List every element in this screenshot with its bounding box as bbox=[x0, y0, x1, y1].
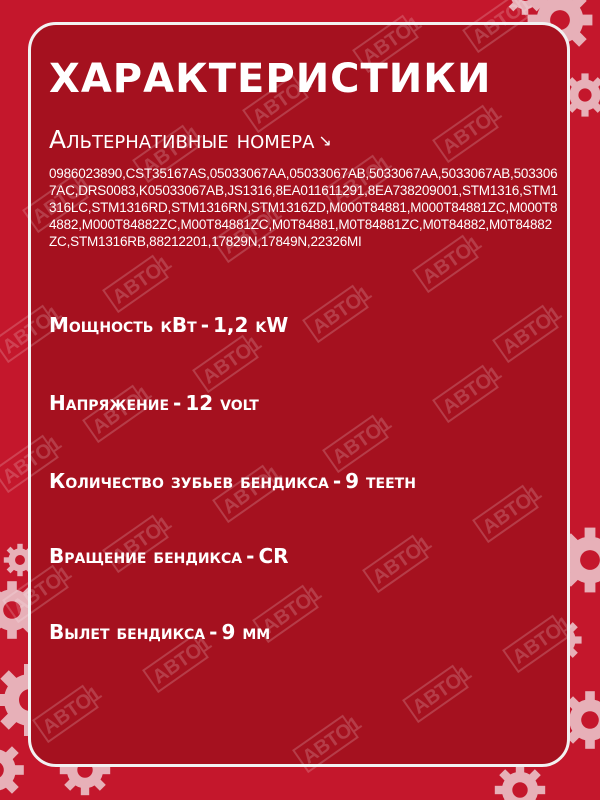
spec-value: 9 teeth bbox=[345, 469, 416, 493]
spec-separator: - bbox=[332, 469, 342, 493]
alternative-numbers-label: Альтернативные номера bbox=[49, 125, 315, 154]
spec-separator: - bbox=[209, 620, 218, 644]
alternative-numbers-list: 0986023890,CST35167AS,05033067AA,05033067AB,5033067AA,5033067AB,5033067AC,DRS0083,K05033067AB,JS1316,8EA011611291,8EA738209001,STM1316,STM1316LC,STM1316RD,STM1316RN,STM1316ZD,M000T84881,M000T84881ZC,M000T84882,M000T84882ZC,M00T84881ZC,M0T84881,M0T84881ZC,M0T84882,M0T84882ZC,STM1316RB,88212201,17829N,17849N,22326MI bbox=[49, 166, 558, 249]
spec-label: Количество зубьев бендикса bbox=[49, 469, 329, 493]
spec-value: 12 volt bbox=[185, 391, 259, 415]
spec-value: 9 мм bbox=[221, 620, 271, 644]
spec-label: Вылет бендикса bbox=[49, 620, 206, 644]
spec-value: CR bbox=[258, 544, 289, 568]
spec-voltage bbox=[49, 390, 259, 416]
arrow-down-right-icon: ↘ bbox=[318, 131, 332, 150]
spec-separator: - bbox=[200, 313, 209, 337]
spec-card bbox=[28, 22, 570, 767]
spec-separator: - bbox=[173, 391, 182, 415]
spec-power bbox=[49, 312, 288, 338]
spec-separator: - bbox=[246, 544, 255, 568]
spec-value: 1,2 kW bbox=[213, 313, 289, 337]
spec-label: Мощность кВт bbox=[49, 313, 197, 337]
spec-teeth bbox=[49, 468, 416, 494]
alternative-numbers-heading bbox=[49, 125, 332, 156]
spec-rotation bbox=[49, 543, 289, 569]
spec-offset bbox=[49, 619, 270, 645]
page-title: ХАРАКТЕРИСТИКИ bbox=[49, 56, 492, 102]
spec-label: Напряжение bbox=[49, 391, 170, 415]
spec-label: Вращение бендикса bbox=[49, 544, 243, 568]
